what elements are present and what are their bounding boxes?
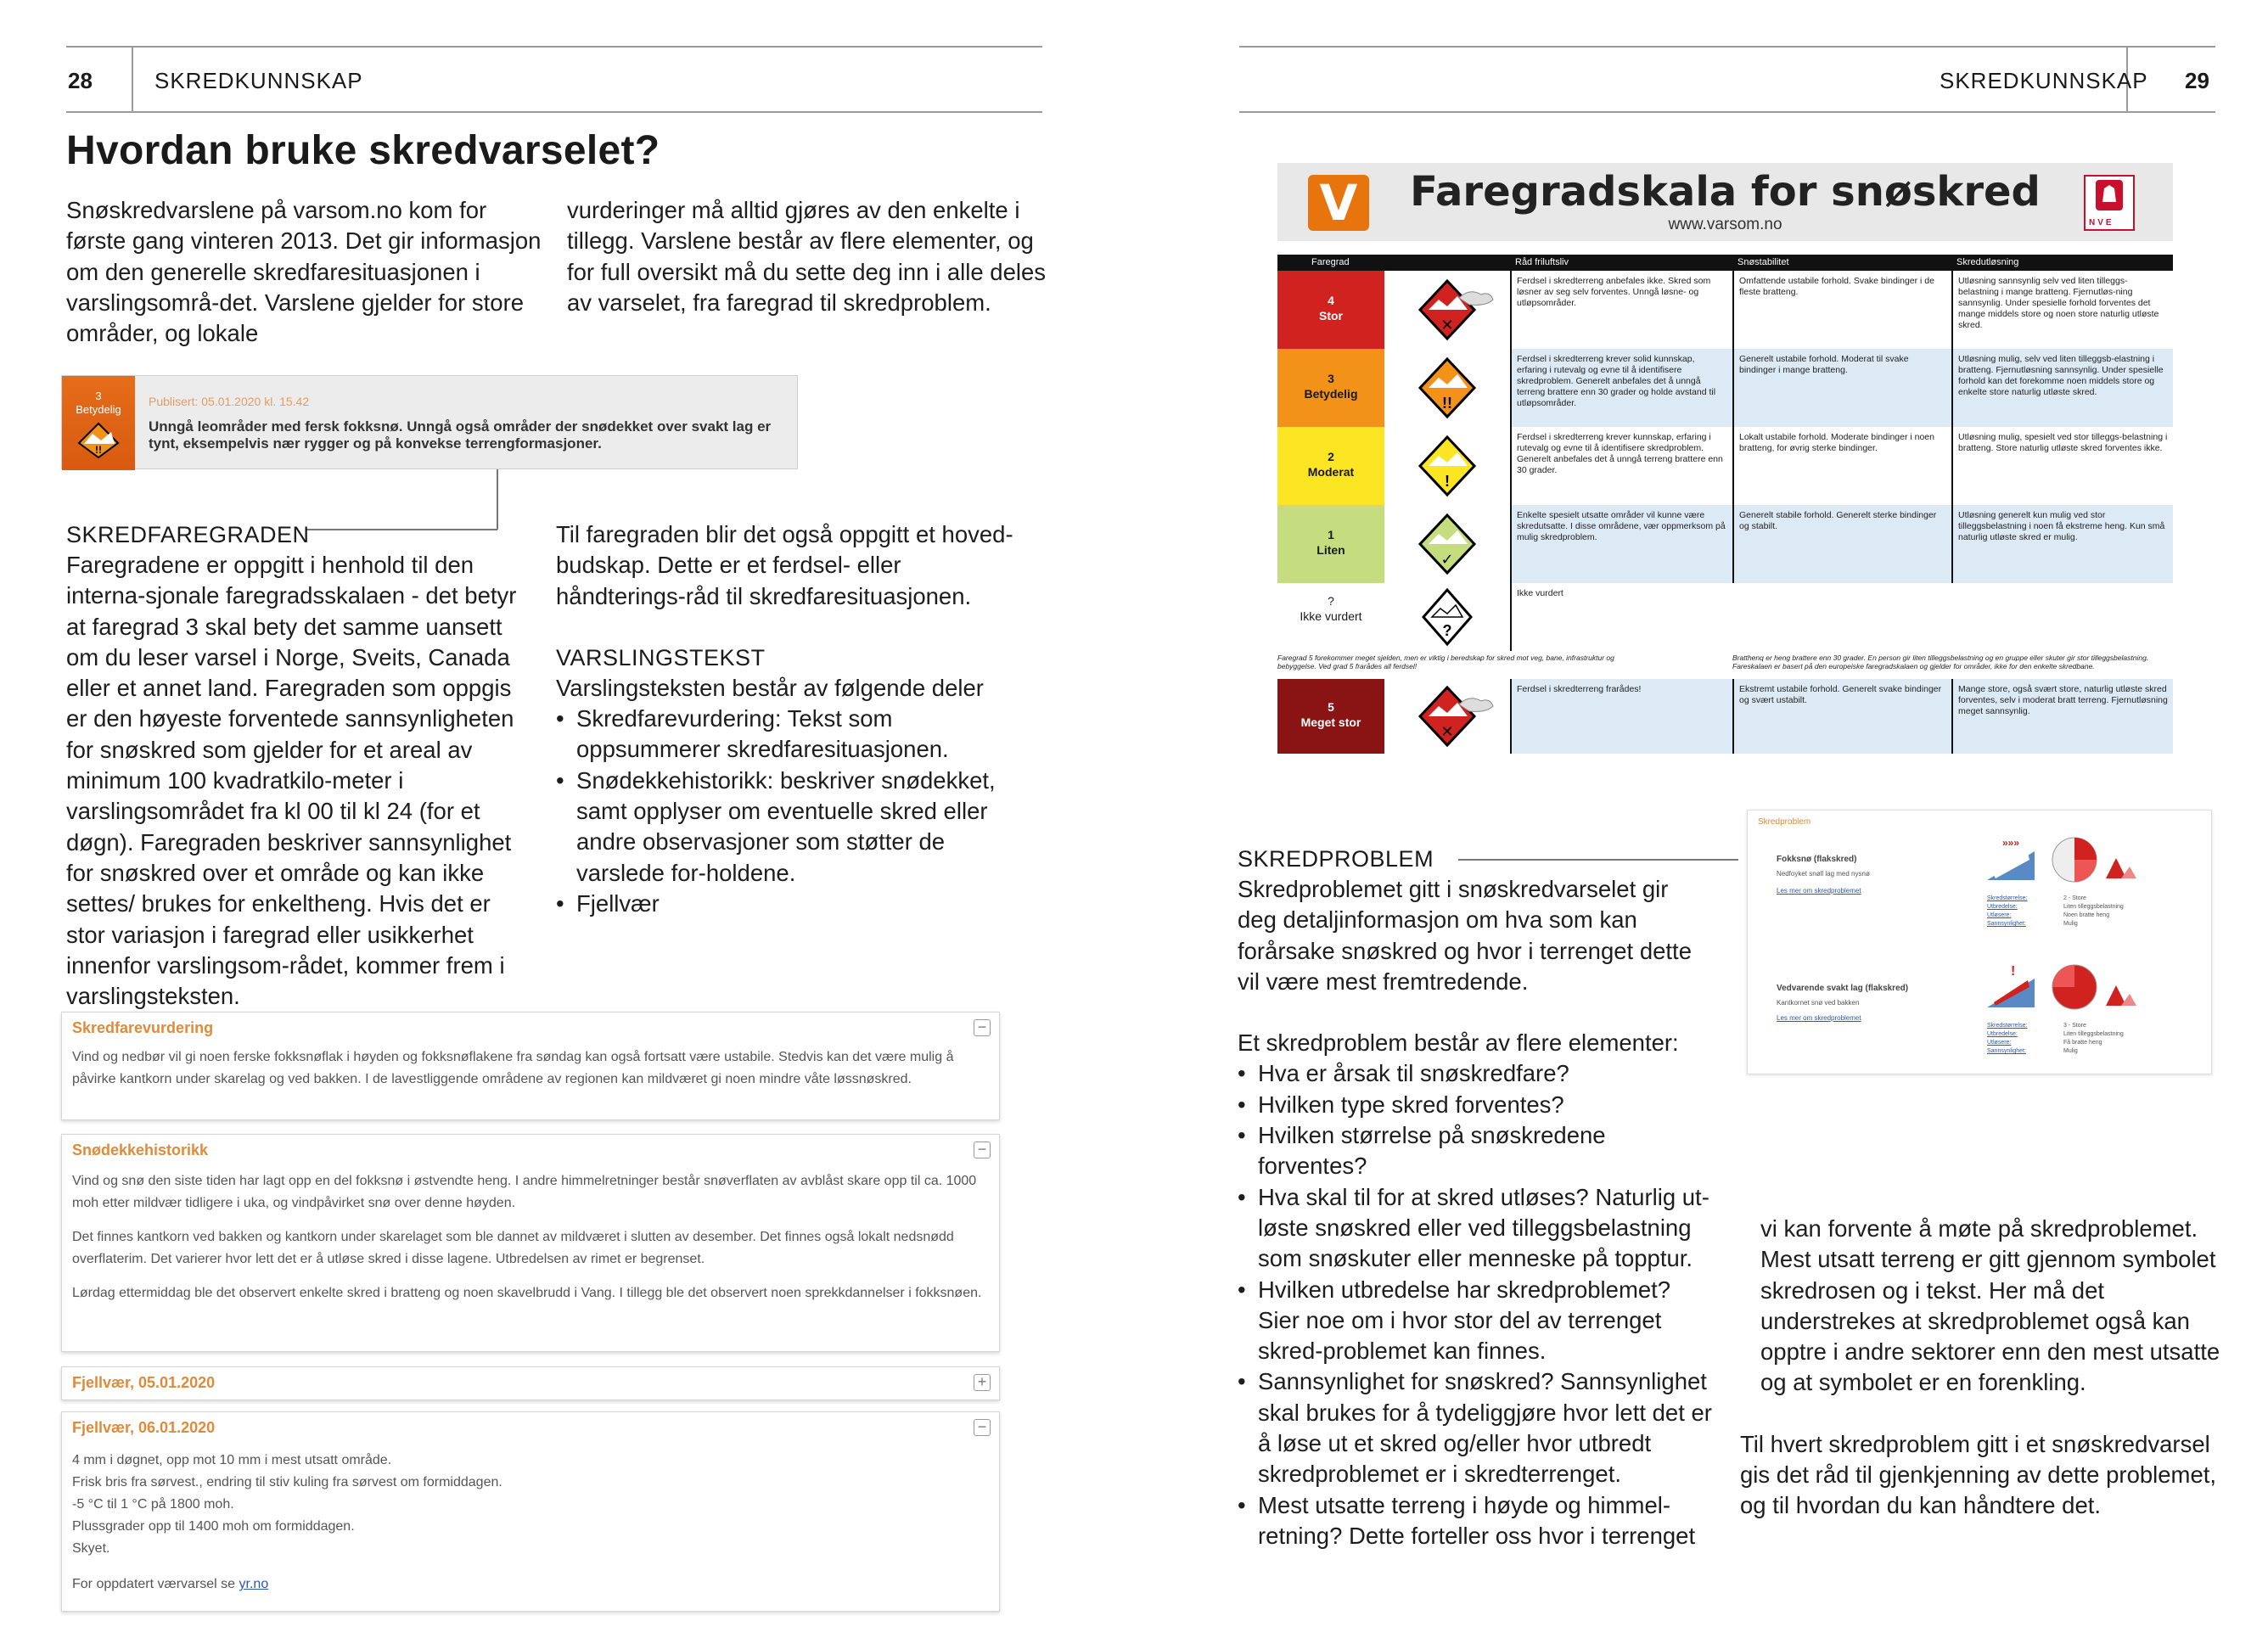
- panel-fjellvaer-0601: [61, 1411, 1000, 1612]
- stability-cell: Omfattende ustabile forhold. Svake bindinger i de fleste bratteng.: [1739, 276, 1934, 297]
- list-item: • Hva skal til for at skred utløses? Naturlig ut-løste snøskred eller ved tilleggsbelastning som snøskuter eller menneske på topptur.: [1238, 1182, 1713, 1275]
- panel-body-p2: Det finnes kantkorn ved bakken og kantkorn under skarelaget som ble dannet av mildværet i slutten av desember. Det finnes også lokalt nedsnødd overflaterim. Det varierer hvor lett det er å utløse skred i disse lagene. Utbredelsen av rimet er begrenset.: [72, 1230, 954, 1266]
- stability-cell: Generelt ustabile forhold. Moderat til svake bindinger i mange bratteng.: [1739, 354, 1909, 375]
- skredproblem-section: [1238, 844, 1713, 1551]
- yr-link[interactable]: yr.no: [239, 1577, 269, 1591]
- scale-row-level2: [1277, 427, 2173, 505]
- level-number: 1: [1328, 528, 1334, 541]
- skredfaregraden-heading: SKREDFAREGRADEN: [66, 522, 310, 547]
- stability-cell: Lokalt ustabile forhold. Moderate bindinger i noen bratteng, for øvrig sterke bindinger.: [1739, 432, 1934, 453]
- stability-cell: Generelt stabile forhold. Generelt sterke bindinger og stabilt.: [1739, 510, 1937, 531]
- level-name: Liten: [1316, 543, 1345, 557]
- list-item: • Mest utsatte terreng i høyde og himmel-retning? Dette forteller oss hvor i terrenget: [1238, 1490, 1713, 1552]
- attr-label: Skredstørrelse:: [1987, 895, 2028, 901]
- attr-value: Få bratte heng: [2063, 1040, 2102, 1046]
- nve-label: NVE: [2089, 218, 2114, 227]
- level-number: 3: [1328, 372, 1334, 385]
- panel-heading: Skredfarevurdering: [72, 1019, 214, 1036]
- unrated-level-icon: [1384, 583, 1510, 651]
- list-item: • Hvilken type skred forventes?: [1238, 1090, 1713, 1120]
- level-number: 4: [1328, 294, 1334, 307]
- level-number: ?: [1328, 594, 1334, 608]
- level5-release: Mange store, også svært store, naturlig utløste skred forventes, selv i moderat bratt terreng. Fjernutløsning meget sannsynlig.: [1958, 684, 2168, 716]
- panel-line: Plussgrader opp til 1400 moh om formiddagen.: [72, 1519, 355, 1534]
- varslingstekst-list: [556, 704, 1023, 919]
- scale-url: www.varsom.no: [1668, 216, 1782, 233]
- attr-label: Skredstørrelse:: [1987, 1023, 2028, 1029]
- varslingstekst-heading: VARSLINGSTEKST: [556, 644, 766, 670]
- panel-heading: Snødekkehistorikk: [72, 1142, 209, 1158]
- banner-message: Unngå leområder med fersk fokksnø. Unngå også områder der snødekket over svakt lag er tynt, eksempelvis nær rygger og på konvekse terrengformasjoner.: [149, 418, 772, 452]
- problem2-slope-icon: [1985, 962, 2036, 1009]
- col2-paragraph-2: Til hvert skredproblem gitt i et snøskredvarsel gis det råd til gjenkjenning av dette problemet, og til hvordan du kan håndtere det.: [1740, 1430, 2217, 1519]
- danger-level-5-icon: [1384, 679, 1510, 754]
- skredproblem-intro: Skredproblemet gitt i snøskredvarselet gir deg detaljinformasjon om hva som kan forårsake snøskred og hvor i terrenget dette vil være mest fremtredende.: [1238, 876, 1692, 995]
- attr-value: Liten tilleggsbelastning: [2063, 1031, 2124, 1037]
- right-page-number: 29: [2185, 68, 2209, 93]
- unrated-advice: Ikke vurdert: [1517, 588, 1563, 598]
- advice-cell: Ferdsel i skredterreng anbefales ikke. Skred som løsner av seg selv forventes. Unngå løsne- og utløpsområder.: [1517, 276, 1711, 308]
- release-cell: Utløsning sannsynlig selv ved liten tilleggs-belastning i mange bratteng. Fjernutløs-ning sannsynlig. Under spesielle forhold forventes det mange middels store og noen store naturlig utløste skred.: [1958, 276, 2159, 330]
- danger-level-banner: [61, 375, 798, 469]
- attr-value: Noen bratte heng: [2063, 912, 2110, 918]
- panel-footer: [72, 1573, 268, 1596]
- panel-skredfarevurdering: [61, 1012, 1000, 1120]
- problem2-title: Vedvarende svakt lag (flakskred): [1777, 984, 1909, 993]
- list-item: • Hva er årsak til snøskredfare?: [1238, 1058, 1713, 1089]
- level-icon-cell: [1384, 271, 1510, 349]
- level-cell: [1277, 349, 1384, 427]
- col-header-faregrad: Faregrad: [1277, 255, 1510, 271]
- advice-cell: Ferdsel i skredterreng krever kunnskap, erfaring i rutevalg og evne til å identifisere skredproblem. Generelt anbefales det å unngå terreng brattere enn 30 grader.: [1517, 432, 1723, 475]
- expand-icon[interactable]: +: [974, 1374, 991, 1391]
- level-cell: [1277, 427, 1384, 505]
- collapse-icon[interactable]: −: [974, 1419, 991, 1436]
- collapse-icon[interactable]: −: [974, 1019, 991, 1036]
- danger-level-3-icon: [77, 422, 120, 459]
- danger-scale-chart: [1277, 163, 2173, 767]
- problem2-avalanche-rose-icon: [2049, 962, 2100, 1013]
- panel-body-p3: Lørdag ettermiddag ble det observert enkelte skred i bratteng og noen skavelbrudd i Vang. I tillegg ble det observert noen sprekkdannelser i fokksnøen.: [72, 1286, 982, 1300]
- level-name: Moderat: [1307, 465, 1355, 479]
- level-name: Ikke vurdert: [1300, 609, 1362, 623]
- scale-row-level3: [1277, 349, 2173, 427]
- col-header-stabilitet: Snøstabilitet: [1732, 255, 1951, 271]
- svg-text:!: !: [1445, 473, 1450, 490]
- panel-fjellvaer-0501: [61, 1366, 1000, 1400]
- panel-line: -5 °C til 1 °C på 1800 moh.: [72, 1497, 234, 1512]
- danger-level-4-icon: [1384, 271, 1510, 349]
- problem1-link[interactable]: Les mer om skredproblemet: [1777, 887, 1861, 895]
- advice-cell: Ferdsel i skredterreng krever solid kunnskap, erfaring i rutevalg og evne til å identifisere skredproblem. Generelt anbefales det å unngå terreng brattere enn 30 grader og holde avstand til utløpsområder.: [1517, 354, 1716, 408]
- svg-text:»»»: »»»: [2002, 837, 2020, 849]
- left-running-header: SKREDKUNNSKAP: [154, 68, 363, 93]
- level-icon-cell: [1384, 427, 1510, 505]
- nve-logo: [2084, 175, 2135, 231]
- danger-level-1-icon: [1384, 505, 1510, 583]
- svg-text:!!: !!: [1442, 395, 1452, 412]
- panel-line: Frisk bris fra sørvest., endring til stiv kuling fra sørvest om formiddagen.: [72, 1475, 502, 1489]
- attr-value: Mulig: [2063, 921, 2078, 927]
- level-cell: [1277, 593, 1384, 644]
- skredfaregraden-text: Faregradene er oppgitt i henhold til den interna-sjonale faregradsskalaen - det betyr at faregrad 3 skal bety det samme uansett om du leser varsel i Norge, Sveits, Canada eller et annet land. Faregraden som oppgis er den høyeste forventede sannsynligheten for snøskred som gjelder for et areal av minimum 100 kvadratkilo-meter i varslingsområdet fra kl 00 til kl 24 (for et døgn). Faregraden beskriver sannsynlighet for snøskred over et område og kan ikke settes/ brukes for enkeltheng. Hvis det er stor variasjon i faregrad eller usikkerhet innenfor varslingsom-rådet, kommer frem i varslingsteksten.: [66, 552, 517, 1010]
- svg-text:✕: ✕: [1440, 317, 1454, 334]
- problem2-link[interactable]: Les mer om skredproblemet: [1777, 1014, 1861, 1022]
- level-icon-cell: [1384, 349, 1510, 427]
- scale-title: Faregradskala for snøskred: [1410, 168, 2041, 216]
- scale-row-level4: [1277, 271, 2173, 349]
- hovedbudskap-section: [556, 519, 1023, 919]
- elements-intro: Et skredproblem består av flere elementer:: [1238, 1029, 1679, 1057]
- elements-list: [1238, 1058, 1713, 1551]
- intro-col2: vurderinger må alltid gjøres av den enkelte i tillegg. Varslene består av flere elementer, og for full oversikt må du sette deg inn i alle deles av varselet, fra faregrad til skredproblem.: [567, 197, 1047, 316]
- scale-footnote-right: Bratthenq er heng brattere enn 30 grader. En person gir liten tilleggsbelastning og en gruppe eller skuter gir stor tilleggsbelastning. Fareskalaen er basert på den europeiske faregradskalaen og gjelder for områder, ikke for den enkelte skredbane.: [1732, 654, 2149, 670]
- right-header-top-rule: [1239, 46, 2215, 48]
- level-cell: [1277, 505, 1384, 583]
- collapse-icon[interactable]: −: [974, 1142, 991, 1158]
- level-name: Betydelig: [1304, 387, 1358, 401]
- list-item: • Snødekkehistorikk: beskriver snødekket, samt opplyser om eventuelle skred eller andre observasjoner som støtter de varslede for-holdene.: [556, 766, 1023, 889]
- attr-label: Utløsere:: [1987, 912, 2012, 918]
- hovedbudskap-text: Til faregraden blir det også oppgitt et hoved-budskap. Dette er et ferdsel- eller håndterings-råd til skredfaresituasjonen.: [556, 521, 1013, 609]
- col-header-utlosning: Skredutløsning: [1951, 255, 2173, 271]
- problem1-sub: Nedfoyket snøll lag med nysnø: [1777, 870, 1870, 878]
- problem1-slope-icon: [1985, 834, 2036, 882]
- attr-value: 2 - Store: [2063, 895, 2086, 901]
- attr-label: Sannsynlighet:: [1987, 921, 2026, 927]
- level-cell: [1277, 679, 1384, 754]
- attr-value: Liten tilleggsbelastning: [2063, 904, 2124, 910]
- problem1-avalanche-rose-icon: [2049, 834, 2100, 885]
- svg-text:✓: ✓: [1440, 551, 1454, 568]
- list-item: • Fjellvær: [556, 889, 1023, 919]
- level5-icon-cell: [1384, 679, 1510, 754]
- panel-heading: Fjellvær, 05.01.2020: [72, 1374, 216, 1391]
- right-running-header: SKREDKUNNSKAP: [1940, 68, 2148, 93]
- problem-header: Skredproblem: [1758, 817, 1811, 827]
- attr-label: Sannsynlighet:: [1987, 1048, 2026, 1054]
- level5-advice: Ferdsel i skredterreng frarådes!: [1517, 684, 1642, 694]
- panel-body-p1: Vind og snø den siste tiden har lagt opp en del fokksnø i østvendte heng. I andre himmelretninger består snøverflaten av avblåst skare opp til ca. 1000 moh etter mildvær tidligere i uka, og vindpåvirket snø over denne høyden.: [72, 1174, 977, 1210]
- danger-level-badge: [62, 376, 135, 470]
- list-item: • Hvilken størrelse på snøskredene forventes?: [1238, 1120, 1713, 1182]
- skredfaregraden-section: [66, 519, 536, 1012]
- release-cell: Utløsning mulig, selv ved liten tilleggsb-elastning i bratteng. Fjernutløsning sannsynlig. Under spesielle forhold kan det forekomme noen middels store og enkelte store naturlig utløste skred.: [1958, 354, 2164, 397]
- skredproblem-col2: [1740, 1214, 2220, 1522]
- skredproblem-heading: SKREDPROBLEM: [1238, 846, 1434, 872]
- panel-heading: Fjellvær, 06.01.2020: [72, 1419, 216, 1436]
- lion-crest-icon: [2086, 177, 2133, 216]
- level-number: 2: [1328, 450, 1334, 463]
- svg-text:?: ?: [1442, 622, 1452, 639]
- col-header-rad: Råd friluftsliv: [1510, 255, 1732, 271]
- banner-level-number: 3: [95, 390, 102, 402]
- danger-level-2-icon: [1384, 427, 1510, 505]
- scale-row-level5: [1277, 679, 2173, 754]
- left-header-divider: [132, 46, 133, 112]
- svg-text:!!: !!: [95, 444, 102, 456]
- list-item: • Hvilken utbredelse har skredproblemet? Sier noe om i hvor stor del av terrenget skred-problemet kan finnes.: [1238, 1275, 1713, 1367]
- banner-level-name: Betydelig: [76, 403, 121, 416]
- right-header-bottom-rule: [1239, 111, 2215, 113]
- panel-footer-prefix: For oppdatert værvarsel se: [72, 1577, 239, 1591]
- left-header-bottom-rule: [66, 111, 1042, 113]
- problem2-sub: Kantkornet snø ved bakken: [1777, 999, 1860, 1007]
- advice-cell: Enkelte spesielt utsatte områder vil kunne være skredutsatte. I disse områdene, vær oppmerksom på mulig skredproblem.: [1517, 510, 1726, 542]
- scale-row-level1: [1277, 505, 2173, 583]
- svg-text:!: !: [2011, 964, 2016, 979]
- list-item: • Skredfarevurdering: Tekst som oppsummerer skredfaresituasjonen.: [556, 704, 1023, 766]
- svg-text:✕: ✕: [1440, 723, 1454, 740]
- release-cell: Utløsning generelt kun mulig ved stor tilleggsbelastning i noen få ekstreme heng. Kun små naturlig utløste skred er mulig.: [1958, 510, 2165, 542]
- panel-line: Skyet.: [72, 1541, 110, 1556]
- panel-line: 4 mm i døgnet, opp mot 10 mm i mest utsatt område.: [72, 1453, 392, 1467]
- problem1-title: Fokksnø (flakskred): [1777, 855, 1857, 864]
- level5-stability: Ekstremt ustabile forhold. Generelt svake bindinger og svært ustabilt.: [1739, 684, 1942, 705]
- scale-row-unrated: [1277, 583, 2173, 651]
- skredproblem-screenshot: [1747, 810, 2212, 1074]
- varslingstekst-intro: Varslingsteksten består av følgende deler: [556, 674, 984, 701]
- level-number: 5: [1328, 700, 1334, 714]
- left-header-top-rule: [66, 46, 1042, 48]
- attr-label: Utløsere:: [1987, 1040, 2012, 1046]
- attr-value: 3 - Store: [2063, 1023, 2086, 1029]
- level-name: Stor: [1319, 309, 1343, 323]
- scale-header: [1277, 163, 2173, 241]
- attr-label: Utbredelse:: [1987, 904, 2018, 910]
- page-title: Hvordan bruke skredvarselet?: [66, 128, 660, 173]
- release-cell: Utløsning mulig, spesielt ved stor tilleggs-belastning i bratteng. Store naturlig utløste skred forventes ikke.: [1958, 432, 2168, 453]
- danger-level-3-icon: [1384, 349, 1510, 427]
- banner-published: Publisert: 05.01.2020 kl. 15.42: [149, 395, 310, 408]
- varsom-logo: V: [1308, 175, 1369, 231]
- left-page-number: 28: [68, 68, 93, 93]
- level-cell: [1277, 271, 1384, 349]
- scale-footnote-left: Faregrad 5 forekommer meget sjelden, men er viktig i beredskap for skred mot veg, bane, infrastruktur og bebyggelse. Ved grad 5 frarådes all ferdsel!: [1277, 654, 1614, 670]
- problem2-height-icon: [2104, 982, 2138, 1007]
- col2-paragraph-1: vi kan forvente å møte på skredproblemet. Mest utsatt terreng er gitt gjennom symbolet skredrosen og i tekst. Her må det understrekes at skredproblemet også kan opptre i andre sektorer enn den mest utsatte og at symbolet er en forenkling.: [1760, 1215, 2220, 1396]
- level-name: Meget stor: [1300, 715, 1361, 729]
- problem1-height-icon: [2104, 855, 2138, 880]
- panel-snodekkehistorikk: [61, 1134, 1000, 1352]
- attr-label: Utbredelse:: [1987, 1031, 2018, 1037]
- unrated-icon-cell: [1384, 583, 1510, 651]
- attr-value: Mulig: [2063, 1048, 2078, 1054]
- intro-col1: Snøskredvarslene på varsom.no kom for første gang vinteren 2013. Det gir informasjon om den generelle skredfaresituasjonen i varslingsområ-det. Varslene gjelder for store områder, og lokale: [66, 197, 542, 347]
- list-item: • Sannsynlighet for snøskred? Sannsynlighet skal brukes for å tydeliggjøre hvor lett det er å løse ut et skred og/eller hvor utbredt skredproblemet er i skredterrenget.: [1238, 1366, 1713, 1489]
- level-icon-cell: [1384, 505, 1510, 583]
- panel-body: Vind og nedbør vil gi noen ferske fokksnøflak i høyden og fokksnøflakene fra søndag kan også fortsatt være ustabile. Stedvis kan det være mulig å påvirke kantkorn under skarelag og ved bakken. I de lavestliggende områdene av regionen kan mildværet gi noen mindre våte løssnøskred.: [72, 1050, 954, 1086]
